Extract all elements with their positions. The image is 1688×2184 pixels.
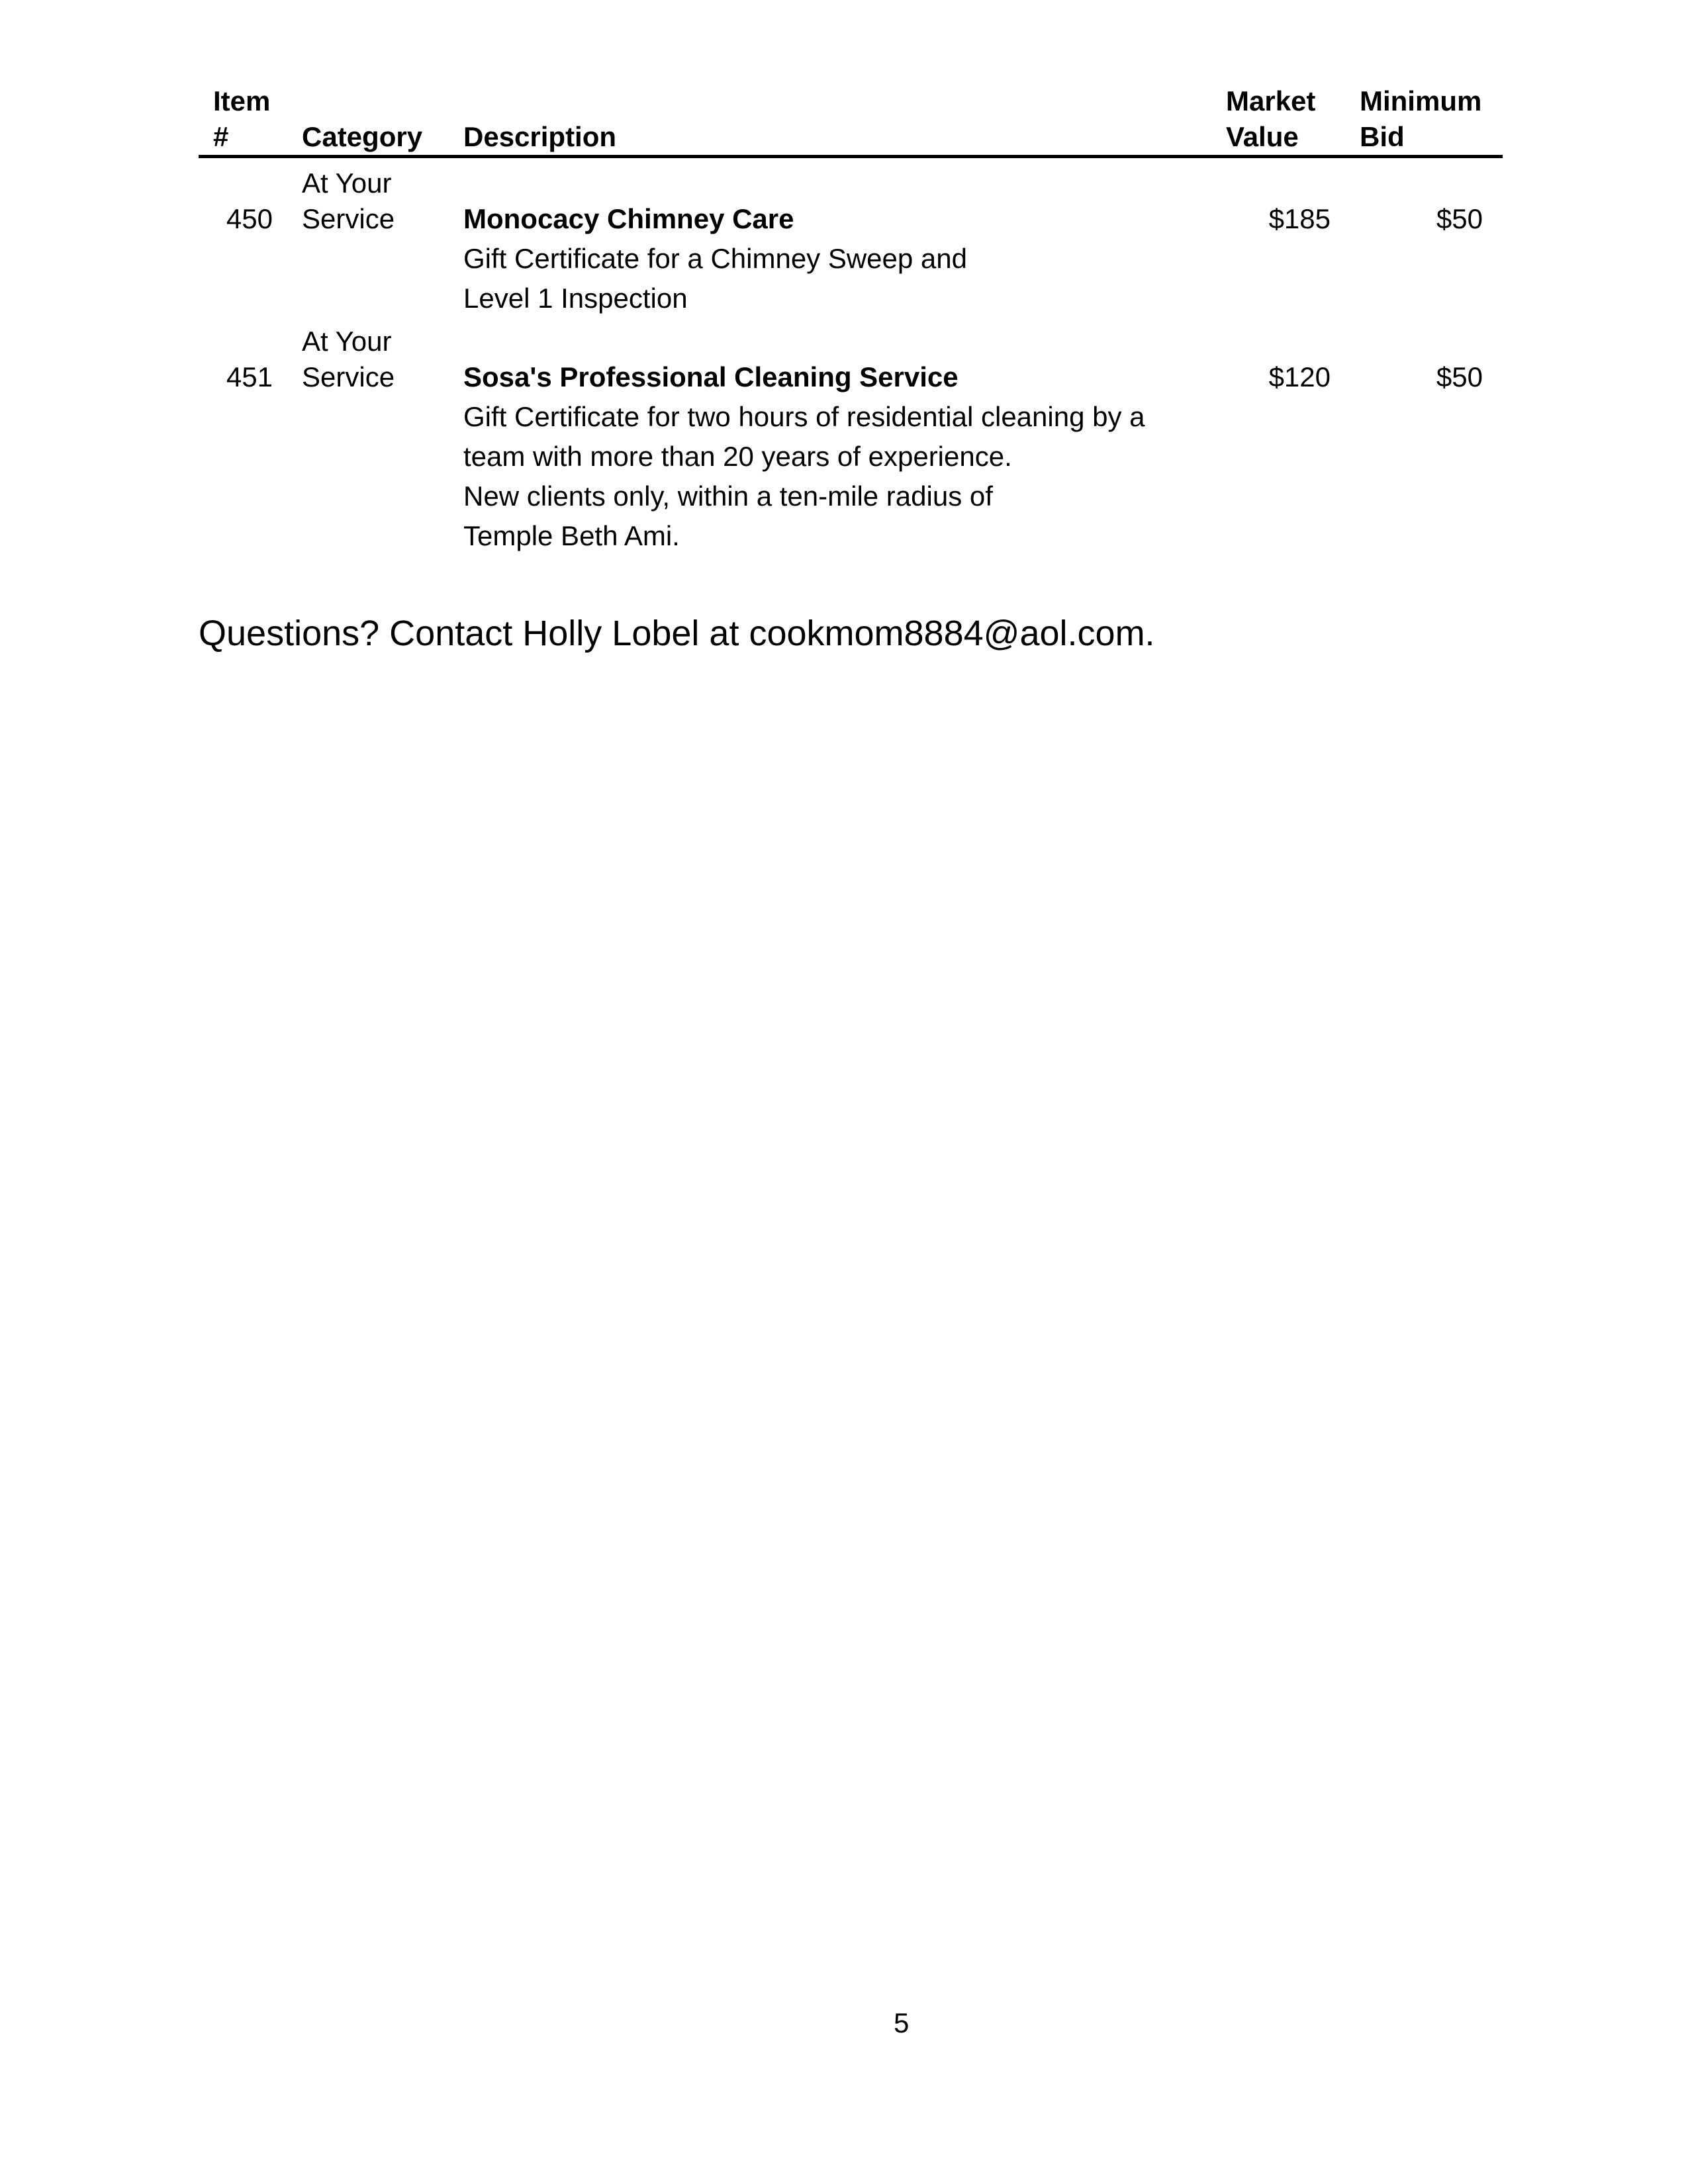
page-number: 5 xyxy=(894,2007,910,2038)
description-line: Gift Certificate for two hours of residential cleaning by a xyxy=(463,401,1145,432)
category-line1: At Your xyxy=(302,167,392,199)
market-value: $185 xyxy=(1268,203,1331,234)
market-value: $120 xyxy=(1268,361,1331,392)
description-line: team with more than 20 years of experience. xyxy=(463,441,1012,472)
minimum-bid: $50 xyxy=(1436,361,1483,392)
header-category: Category xyxy=(302,121,423,152)
minimum-bid: $50 xyxy=(1436,203,1483,234)
contact-line: Questions? Contact Holly Lobel at cookmom8884@aol.com. xyxy=(199,614,1155,653)
item-number: 451 xyxy=(226,361,273,392)
category-line2: Service xyxy=(302,361,395,392)
header-item-line1: Item xyxy=(213,85,271,116)
category-line1: At Your xyxy=(302,326,392,357)
description-line: Temple Beth Ami. xyxy=(463,520,680,551)
header-minbid-line2: Bid xyxy=(1360,121,1405,152)
header-description: Description xyxy=(463,121,617,152)
description-line: Gift Certificate for a Chimney Sweep and xyxy=(463,243,968,274)
header-market-line2: Value xyxy=(1226,121,1299,152)
description-line: New clients only, within a ten-mile radius of xyxy=(463,480,993,512)
header-divider xyxy=(199,155,1503,158)
category-line2: Service xyxy=(302,203,395,234)
item-title: Monocacy Chimney Care xyxy=(463,203,794,234)
item-title: Sosa's Professional Cleaning Service xyxy=(463,361,959,392)
description-line: Level 1 Inspection xyxy=(463,283,688,314)
header-item-line2: # xyxy=(213,121,229,152)
header-minbid-line1: Minimum xyxy=(1360,85,1482,116)
header-market-line1: Market xyxy=(1226,85,1316,116)
item-number: 450 xyxy=(226,203,273,234)
